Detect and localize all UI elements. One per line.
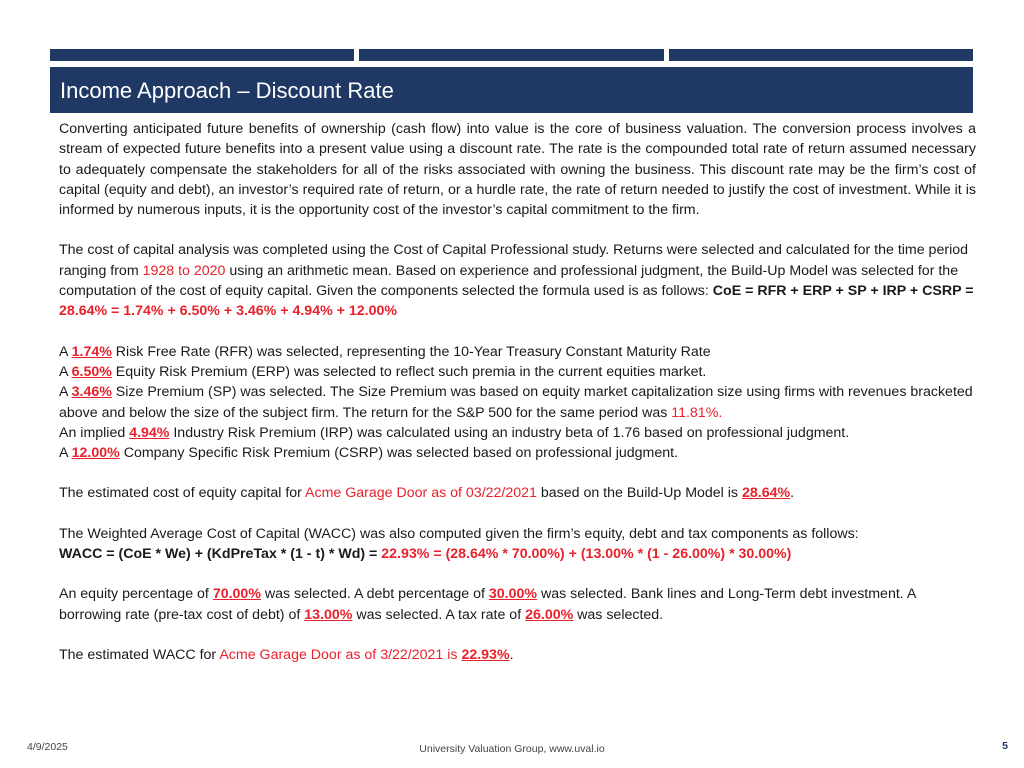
irp-pre: An implied	[59, 424, 130, 441]
rfr-pre: A	[59, 343, 72, 360]
accent-bar-2	[359, 49, 663, 61]
rfr-value: 1.74%	[71, 343, 112, 360]
borrowing-rate: 13.00%	[304, 606, 353, 623]
erp-text: Equity Risk Premium (ERP) was selected to reflect such premia in the current equities market.	[111, 363, 707, 380]
study-paragraph	[59, 240, 976, 321]
sp-line	[59, 382, 976, 423]
coe-result-line	[59, 483, 976, 503]
coe-end: .	[790, 485, 795, 502]
weights-text-5: was selected.	[573, 606, 664, 623]
wacc-formula: WACC = (CoE * We) + (KdPreTax * (1 - t) * Wd) =	[59, 546, 382, 563]
accent-bar-1	[50, 49, 354, 61]
csrp-line	[59, 443, 976, 463]
coe-formula: CoE = RFR + ERP + SP + IRP + CSRP =	[712, 283, 974, 300]
intro-paragraph: Converting anticipated future benefits of ownership (cash flow) into value is the core of business valuation. The conversion process involves a stream of expected future benefits into a present value using a discount rate. The rate is the compounded total rate of return assumed necessary to adequately compensate the stakeholders for all of the risks associated with owning the business. This discount rate may be the firm’s cost of capital (equity and debt), an investor’s required rate of return, or a hurdle rate, the rate of return needed to justify the cost of investment. While it is informed by numerous inputs, it is the opportunity cost of the investor’s capital commitment to the firm.	[59, 121, 976, 219]
weights-text-4: was selected. A tax rate of	[352, 606, 526, 623]
weights-paragraph	[59, 584, 976, 625]
rfr-line	[59, 342, 976, 362]
debt-weight: 30.00%	[488, 586, 538, 603]
study-text-2: using an arithmetic mean. Based on experience and professional judgment, the Build-Up Model was selected for the computation of the cost of equity capital. Given the components selected the formula used is as follows:	[59, 262, 959, 300]
slide-title: Income Approach – Discount Rate	[50, 67, 973, 113]
final-end: .	[509, 646, 514, 663]
final-pre: The estimated WACC for	[59, 646, 220, 663]
coe-pre: The estimated cost of equity capital for	[59, 485, 306, 502]
tax-rate: 26.00%	[525, 606, 574, 623]
erp-value: 6.50%	[71, 363, 112, 380]
wacc-formula-line	[59, 544, 976, 564]
wacc-result-line	[59, 645, 976, 665]
final-company: Acme Garage Door as of 3/22/2021 is	[219, 646, 462, 663]
study-text-1: The cost of capital analysis was completed using the Cost of Capital Professional study. Returns were selected and calculated for the time period ranging from	[59, 242, 968, 279]
weights-text-3: was selected. Bank lines and Long-Term debt investment. A borrowing rate (pre-tax cost of debt) of	[59, 586, 916, 623]
rfr-text: Risk Free Rate (RFR) was selected, representing the 10-Year Treasury Constant Maturity Rate	[111, 343, 711, 360]
sp-pre: A	[59, 384, 72, 401]
coe-value: 28.64%	[741, 485, 791, 502]
study-period: 1928 to 2020	[142, 262, 226, 279]
footer-source: University Valuation Group, www.uval.io	[419, 743, 605, 755]
sp-value: 3.46%	[71, 384, 112, 401]
wacc-formula-values: 22.93% = (28.64% * 70.00%) + (13.00% * (1 - 26.00%) * 30.00%)	[381, 546, 792, 563]
header-accent-bars	[50, 49, 973, 61]
equity-weight: 70.00%	[212, 586, 261, 603]
weights-text-1: An equity percentage of	[59, 586, 213, 603]
erp-pre: A	[59, 363, 72, 380]
slide-body	[59, 119, 976, 665]
irp-value: 4.94%	[129, 424, 170, 441]
wacc-intro: The Weighted Average Cost of Capital (WACC) was also computed given the firm’s equity, debt and tax components as follows:	[59, 525, 859, 542]
sp500-return: 11.81%.	[671, 404, 723, 421]
page-number: 5	[1002, 740, 1008, 752]
wacc-value: 22.93%	[461, 646, 510, 663]
csrp-pre: A	[59, 445, 72, 462]
accent-bar-3	[669, 49, 973, 61]
sp-text: Size Premium (SP) was selected. The Size Premium was based on equity market capitalization size using firms with revenues bracketed above and below the size of the subject firm. The return for the S&P 500 for the same period was	[59, 384, 973, 421]
csrp-value: 12.00%	[71, 445, 120, 462]
coe-mid: based on the Build-Up Model is	[536, 485, 742, 502]
erp-line	[59, 362, 976, 382]
irp-text: Industry Risk Premium (IRP) was calculated using an industry beta of 1.76 based on professional judgment.	[169, 424, 850, 441]
csrp-text: Company Specific Risk Premium (CSRP) was selected based on professional judgment.	[119, 445, 679, 462]
irp-line	[59, 423, 976, 443]
coe-formula-values: 28.64% = 1.74% + 6.50% + 3.46% + 4.94% + 12.00%	[59, 303, 397, 320]
coe-company: Acme Garage Door as of 03/22/2021	[305, 485, 537, 502]
weights-text-2: was selected. A debt percentage of	[260, 586, 489, 603]
footer-date: 4/9/2025	[27, 741, 68, 753]
